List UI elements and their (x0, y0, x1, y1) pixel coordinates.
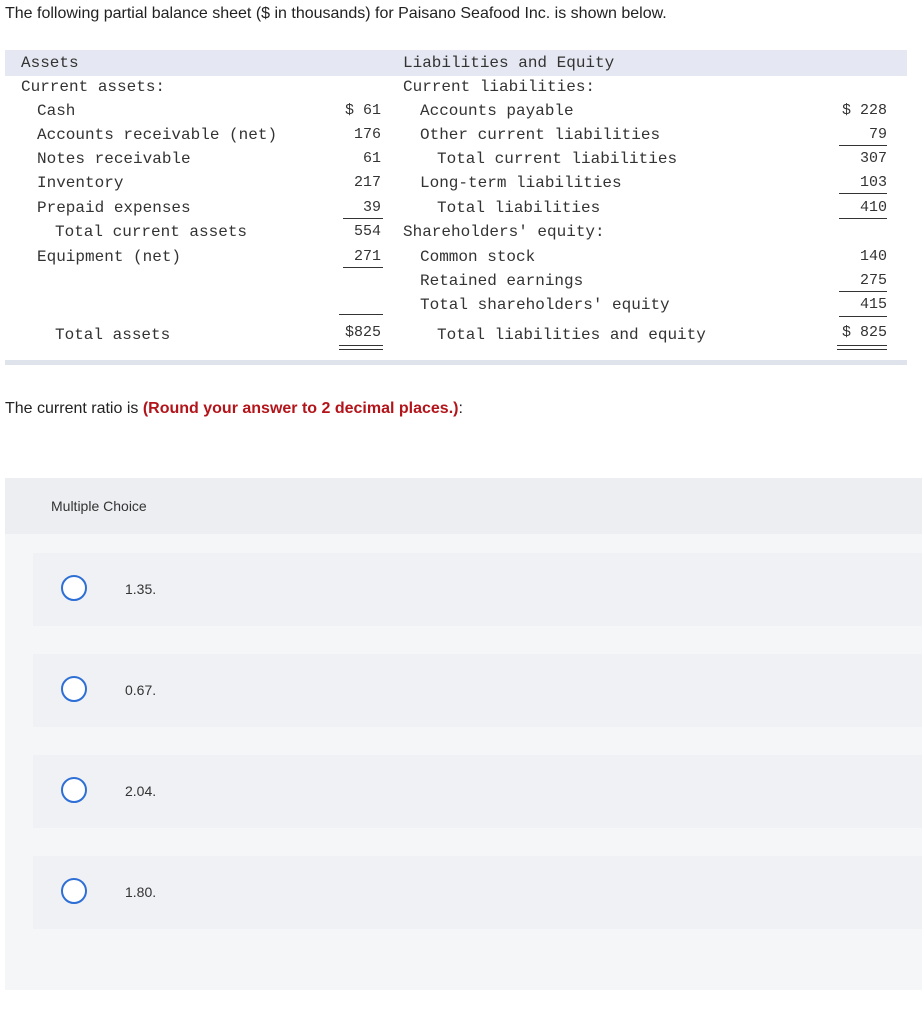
total-shareholders-equity-label: Total shareholders' equity (420, 296, 670, 314)
radio-icon[interactable] (61, 676, 87, 702)
total-current-liabilities-value: 307 (859, 150, 887, 167)
accounts-receivable-value: 176 (353, 126, 381, 143)
radio-icon[interactable] (61, 878, 87, 904)
common-stock-label: Common stock (420, 248, 536, 266)
equipment-label: Equipment (net) (37, 248, 182, 266)
long-term-liabilities-value: 103 (859, 174, 887, 191)
choice-option-label: 1.80. (125, 884, 157, 900)
long-term-liabilities-label: Long-term liabilities (420, 174, 622, 192)
question-prompt: The current ratio is (5, 400, 143, 417)
radio-icon[interactable] (61, 777, 87, 803)
common-stock-value: 140 (859, 248, 887, 265)
choice-option-1[interactable] (33, 553, 922, 626)
choice-option-label: 1.35. (125, 581, 157, 597)
multiple-choice-header (5, 478, 922, 534)
prepaid-expenses-value: 39 (362, 199, 381, 216)
question-suffix: : (458, 400, 463, 417)
prepaid-expenses-label: Prepaid expenses (37, 199, 191, 217)
total-current-assets-label: Total current assets (55, 223, 248, 241)
retained-earnings-label: Retained earnings (420, 272, 584, 290)
choice-option-label: 0.67. (125, 682, 157, 698)
intro-text: The following partial balance sheet ($ in thousands) for Paisano Seafood Inc. is shown below. (5, 5, 667, 22)
accounts-payable-value: $ 228 (841, 102, 887, 119)
current-liabilities-rule (839, 145, 887, 146)
equity-rule (839, 291, 887, 292)
balance-sheet-bottom-band (5, 360, 907, 365)
question-text (5, 400, 463, 418)
choice-option-2[interactable] (33, 654, 922, 727)
total-assets-rule (339, 314, 383, 315)
assets-header: Assets (21, 54, 79, 72)
cash-label: Cash (37, 102, 76, 120)
total-assets-label: Total assets (55, 326, 171, 344)
total-current-liabilities-label: Total current liabilities (437, 150, 678, 168)
cash-value: $ 61 (344, 102, 381, 119)
total-liabilities-value: 410 (859, 199, 887, 216)
total-assets-double-rule (339, 345, 383, 350)
total-current-assets-value: 554 (353, 223, 381, 240)
accounts-receivable-label: Accounts receivable (net) (37, 126, 278, 144)
other-current-liabilities-label: Other current liabilities (420, 126, 661, 144)
total-liabilities-equity-value: $ 825 (841, 324, 887, 341)
inventory-value: 217 (353, 174, 381, 191)
total-liabilities-rule (839, 218, 887, 219)
liabilities-header: Liabilities and Equity (403, 54, 615, 72)
question-hint: (Round your answer to 2 decimal places.) (142, 400, 459, 417)
inventory-label: Inventory (37, 174, 124, 192)
current-liabilities-label: Current liabilities: (403, 78, 596, 96)
current-assets-label: Current assets: (21, 78, 166, 96)
balance-sheet (5, 50, 907, 365)
choice-option-3[interactable] (33, 755, 922, 828)
total-equity-rule (839, 316, 887, 317)
equipment-value: 271 (353, 248, 381, 265)
choice-option-4[interactable] (33, 856, 922, 929)
equipment-rule (343, 267, 383, 268)
total-liabilities-label: Total liabilities (437, 199, 601, 217)
total-shareholders-equity-value: 415 (859, 296, 887, 313)
other-current-liabilities-value: 79 (868, 126, 887, 143)
multiple-choice-panel (5, 478, 922, 990)
radio-icon[interactable] (61, 575, 87, 601)
long-term-rule (839, 193, 887, 194)
subtotal-rule (343, 218, 383, 219)
accounts-payable-label: Accounts payable (420, 102, 574, 120)
total-le-double-rule (837, 345, 887, 350)
notes-receivable-value: 61 (362, 150, 381, 167)
choice-option-label: 2.04. (125, 783, 157, 799)
total-assets-value: $825 (344, 324, 381, 341)
retained-earnings-value: 275 (859, 272, 887, 289)
shareholders-equity-label: Shareholders' equity: (403, 223, 605, 241)
multiple-choice-title: Multiple Choice (51, 498, 147, 514)
total-liabilities-equity-label: Total liabilities and equity (437, 326, 706, 344)
notes-receivable-label: Notes receivable (37, 150, 191, 168)
